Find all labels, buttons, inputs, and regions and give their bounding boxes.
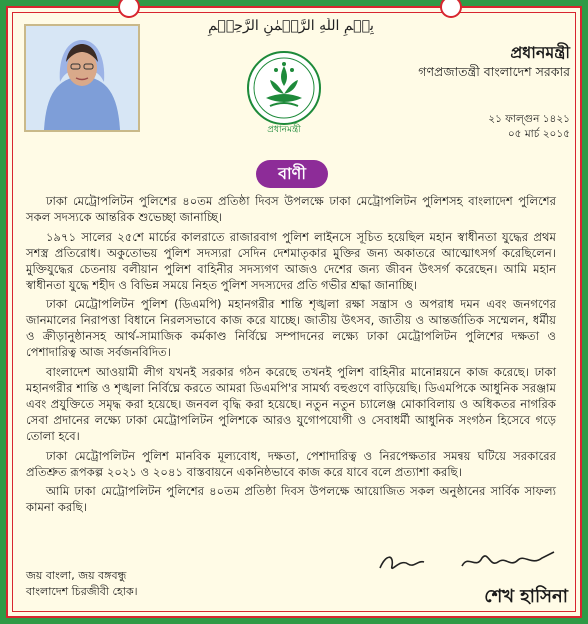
paragraph: ঢাকা মেট্রোপলিটন পুলিশ (ডিএমপি) মহানগরীর শান্তি শৃঙ্খলা রক্ষা সন্ত্রাস ও অপরাধ দমন এবং জনগণের জানমালের নিরাপত্তা বিধানে নিরলসভাবে কাজ করে যাচ্ছে। জাতীয় উৎসব, জাতীয় ও আন্তর্জাতিক সম্মেলন, ধর্মীয় ও ক্রীড়ানুষ্ঠানসহ আর্থ-সামাজিক কর্মকাণ্ড নির্বিঘ্নে সম্পাদনের লক্ষ্যে ঢাকা মেট্রোপলিটন পুলিশের দক্ষতা ও পেশাদারিত্ব আজ সর্বজনবিদিত।: [26, 297, 556, 360]
paragraph: বাংলাদেশ আওয়ামী লীগ যখনই সরকার গঠন করেছে তখনই পুলিশ বাহিনীর মানোন্নয়নে কাজ করেছে। ঢাকা মহানগরীর শান্তি ও শৃঙ্খলা নির্বিঘ্নে করতে আমরা ডিএমপি'র সামর্থ্য বহুগুণে বাড়িয়েছি। ডিএমপিকে আধুনিক সরঞ্জাম এবং প্রযুক্তিতে সমৃদ্ধ করা হয়েছে। জনবল বৃদ্ধি করা হয়েছে। নতুন নতুন চ্যালেঞ্জ মোকাবিলায় ও অধিকতর নাগরিক সেবা প্রদানের লক্ষ্যে ঢাকা মেট্রোপলিটন পুলিশকে আরও যুগোপযোগী ও সেবাধর্মী আধুনিক সংগঠন হিসেবে গড়ে তোলা হবে।: [26, 365, 556, 443]
closing-slogans: [26, 568, 138, 600]
portrait-photo: [24, 24, 140, 132]
paragraph: আমি ঢাকা মেট্রোপলিটন পুলিশের ৪০তম প্রতিষ্ঠা দিবস উপলক্ষে আয়োজিত সকল অনুষ্ঠানের সার্বিক সাফল্য কামনা করছি।: [26, 484, 556, 515]
prime-minister-emblem: [244, 50, 324, 136]
signature-scribble: [372, 548, 562, 578]
paragraph: ঢাকা মেট্রোপলিটন পুলিশের ৪০তম প্রতিষ্ঠা দিবস উপলক্ষে ঢাকা মেট্রোপলিটন পুলিশসহ বাংলাদেশ পুলিশের সকল সদস্যকে আন্তরিক শুভেচ্ছা জানাচ্ছি।: [26, 194, 556, 224]
handwritten-signature: [372, 548, 562, 578]
bismillah-calligraphy: بِسۡمِ اللّٰهِ الرَّحۡمٰنِ الرَّحِیۡمِ: [208, 18, 374, 34]
office-title: প্রধানমন্ত্রী: [510, 43, 570, 62]
date-gregorian: ০৫ মার্চ ২০১৫: [507, 128, 570, 140]
paragraph: ১৯৭১ সালের ২৫শে মার্চের কালরাতে রাজারবাগ পুলিশ লাইনসে সূচিত হয়েছিল মহান স্বাধীনতা যুদ্ধের প্রথম সশস্ত্র প্রতিরোধ। অকুতোভয় পুলিশ সদস্যরা সেদিন দেশমাতৃকার মুক্তির জন্য অকাতরে আত্মোৎসর্গ করেছিলেন। মুক্তিযুদ্ধের চেতনায় বলীয়ান পুলিশ বাহিনীর সদস্যগণ আজও দেশের জন্য জীবন উৎসর্গ করেছেন। আমি মহান স্বাধীনতা যুদ্ধে শহীদ ও বিভিন্ন সময়ে নিহত পুলিশ সদস্যদের প্রতি গভীর শ্রদ্ধা জানাচ্ছি।: [26, 229, 556, 292]
paragraph: ঢাকা মেট্রোপলিটন পুলিশ মানবিক মূল্যবোধ, দক্ষতা, পেশাদারিত্ব ও নিরপেক্ষতার সমন্বয় ঘটিয়ে সরকারের প্রতিশ্রুত রূপকল্প ২০২১ ও ২০৪১ বাস্তবায়নে একনিষ্ঠভাবে কাজ করে যাবে বলে প্রত্যাশা করছি।: [26, 448, 556, 479]
emblem-icon: [244, 50, 324, 136]
date-bengali-calendar: ২১ ফাল্গুন ১৪২১: [488, 113, 570, 125]
signatory-name: শেখ হাসিনা: [484, 586, 568, 607]
portrait-illustration: [26, 26, 138, 130]
closing-line: বাংলাদেশ চিরজীবী হোক।: [26, 585, 138, 598]
office-subtitle: গণপ্রজাতন্ত্রী বাংলাদেশ সরকার: [418, 64, 570, 79]
closing-line: জয় বাংলা, জয় বঙ্গবন্ধু: [26, 569, 127, 582]
emblem-caption: প্রধানমন্ত্রী: [267, 125, 301, 135]
message-body: [26, 194, 556, 520]
message-badge: বাণী: [256, 160, 328, 188]
